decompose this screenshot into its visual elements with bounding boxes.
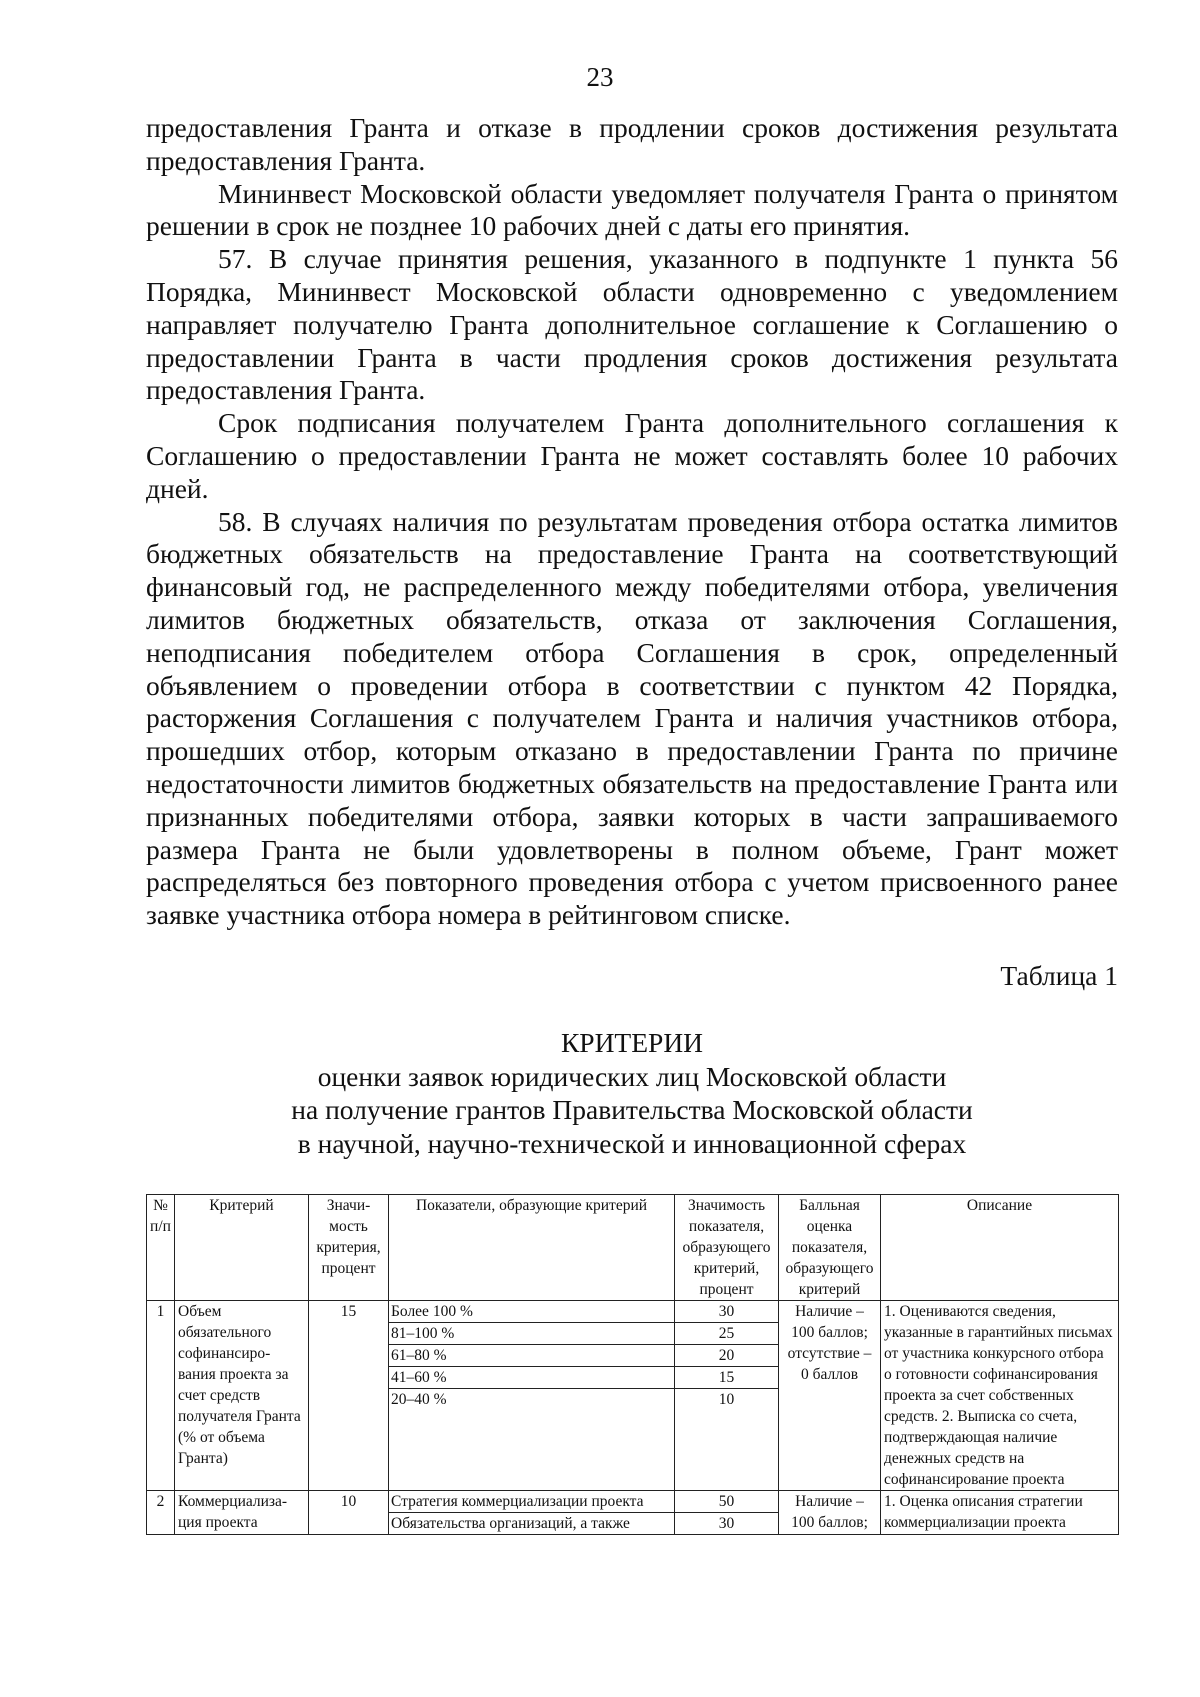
row-criterion: Объем обязательного софинансиро-вания проекта за счет средств получателя Гранта (% от объема Гранта) [175, 1301, 309, 1491]
heading-line-1: оценки заявок юридических лиц Московской области [317, 1060, 947, 1092]
table-header-row [147, 1195, 1119, 1301]
row-indicator-values [675, 1301, 779, 1491]
row-indicators [389, 1301, 675, 1491]
row-description: 1. Оценка описания стратегии коммерциализации проекта [881, 1491, 1119, 1535]
table-row [147, 1301, 1119, 1491]
paragraph-3: 57. В случае принятия решения, указанного в подпункте 1 пункта 56 Порядка, Мининвест Московской области одновременно с уведомлением направляет получателю Гранта дополнительное соглашение к Соглашению о предоставлении Гранта в части продления сроков достижения результата предоставления Гранта. [146, 243, 1118, 406]
paragraph-4: Срок подписания получателем Гранта дополнительного соглашения к Соглашению о предоставлении Гранта не может составлять более 10 рабочих дней. [146, 407, 1118, 504]
indicator-value: 30 [718, 1515, 735, 1532]
page-number: 23 [586, 62, 614, 92]
header-indicator-weight: Значимость показателя, образующего критерий, процент [675, 1195, 779, 1301]
indicator-label: Более 100 % [389, 1301, 674, 1323]
body-text [146, 112, 1118, 932]
header-weight: Значи-мость критерия, процент [309, 1195, 389, 1301]
row-num: 1 [147, 1301, 175, 1491]
indicator-value: 50 [675, 1491, 778, 1513]
row-indicator-values [675, 1491, 779, 1535]
indicator-label: 61–80 % [389, 1345, 674, 1367]
paragraph-5: 58. В случаях наличия по результатам проведения отбора остатка лимитов бюджетных обязательств на предоставление Гранта на соответствующий финансовый год, не распределенного между победителями отбора, увеличения лимитов бюджетных обязательств, отказа от заключения Соглашения, неподписания победителем отбора Соглашения в срок, определенный объявлением о проведении отбора в соответствии с пунктом 42 Порядка, расторжения Соглашения с получателем Гранта и наличия участников отбора, прошедших отбор, которым отказано в предоставлении Гранта по причине недостаточности лимитов бюджетных обязательств на предоставление Гранта или признанных победителями отбора, заявки которых в части запрашиваемого размера Гранта не были удовлетворены в полном объеме, Грант может распределяться без повторного проведения отбора с учетом присвоенного ранее заявке участника отбора номера в рейтинговом списке. [146, 505, 1118, 931]
table-heading [146, 1026, 1118, 1160]
row-criterion: Коммерциализа-ция проекта [175, 1491, 309, 1535]
indicator-label: 20–40 % [391, 1391, 447, 1408]
row-indicators [389, 1491, 675, 1535]
indicator-value: 25 [675, 1323, 778, 1345]
header-criterion: Критерий [175, 1195, 309, 1301]
paragraph-2: Мининвест Московской области уведомляет получателя Гранта о принятом решении в срок не позднее 10 рабочих дней с даты его принятия. [146, 177, 1118, 242]
table-caption: Таблица 1 [1000, 960, 1118, 991]
row-weight: 10 [309, 1491, 389, 1535]
row-score: Наличие – 100 баллов; [779, 1491, 881, 1535]
table-row [147, 1491, 1119, 1535]
row-score: Наличие – 100 баллов; отсутствие – 0 баллов [779, 1301, 881, 1491]
header-description: Описание [881, 1195, 1119, 1301]
header-score: Балльная оценка показателя, образующего критерий [779, 1195, 881, 1301]
indicator-label: Обязательства организаций, а также [391, 1515, 630, 1532]
header-indicators: Показатели, образующие критерий [389, 1195, 675, 1301]
heading-line-2: на получение грантов Правительства Московской области [291, 1094, 973, 1125]
row-weight: 15 [309, 1301, 389, 1491]
row-description: 1. Оцениваются сведения, указанные в гарантийных письмах от участника конкурсного отбора о готовности софинансирования проекта за счет собственных средств. 2. Выписка со счета, подтверждающая наличие денежных средств на софинансирование проекта [881, 1301, 1119, 1491]
indicator-label: 41–60 % [389, 1367, 674, 1389]
indicator-label: 81–100 % [389, 1323, 674, 1345]
heading-title: КРИТЕРИИ [560, 1027, 704, 1058]
header-num: № п/п [147, 1195, 175, 1301]
heading-line-3: в научной, научно-технической и инновационной сферах [297, 1127, 967, 1159]
indicator-value: 20 [675, 1345, 778, 1367]
row-num: 2 [147, 1491, 175, 1535]
indicator-value: 15 [675, 1367, 778, 1389]
criteria-table [146, 1194, 1119, 1535]
indicator-value: 10 [718, 1391, 735, 1408]
indicator-label: Стратегия коммерциализации проекта [389, 1491, 674, 1513]
paragraph-1: предоставления Гранта и отказе в продлении сроков достижения результата предоставления Гранта. [146, 112, 1118, 176]
indicator-value: 30 [675, 1301, 778, 1323]
